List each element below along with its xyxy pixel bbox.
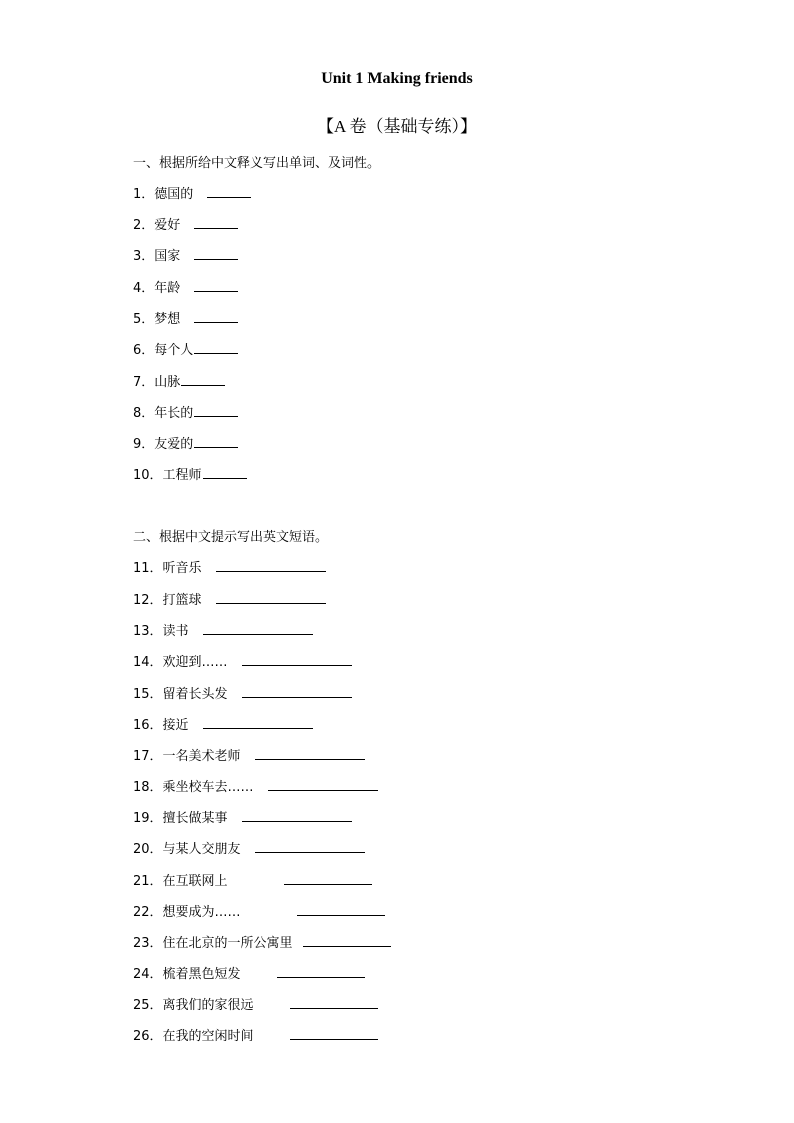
answer-blank[interactable]	[255, 746, 365, 760]
question-text: 住在北京的一所公寓里	[162, 936, 293, 951]
question-text: 一名美术老师	[162, 749, 241, 764]
question-number: 8．	[133, 406, 155, 421]
question-item	[133, 870, 372, 889]
answer-blank[interactable]	[194, 403, 238, 417]
answer-blank[interactable]	[255, 839, 365, 853]
question-text: 欢迎到……	[162, 655, 228, 670]
question-text: 接近	[162, 718, 189, 733]
question-number: 17．	[133, 749, 163, 764]
question-item	[133, 838, 365, 857]
question-item	[133, 807, 352, 826]
question-item	[133, 557, 326, 576]
question-number: 1．	[133, 187, 155, 202]
answer-blank[interactable]	[284, 871, 372, 885]
answer-blank[interactable]	[216, 558, 326, 572]
answer-blank[interactable]	[203, 621, 313, 635]
question-item	[133, 245, 238, 264]
section2-heading: 二、根据中文提示写出英文短语。	[133, 530, 329, 545]
answer-blank[interactable]	[216, 590, 326, 604]
question-number: 23．	[133, 936, 163, 951]
question-item	[133, 776, 378, 795]
question-text: 爱好	[154, 218, 181, 233]
question-item	[133, 402, 238, 421]
question-text: 德国的	[154, 187, 194, 202]
question-item	[133, 339, 238, 358]
question-item	[133, 620, 313, 639]
question-text: 听音乐	[162, 561, 202, 576]
question-text: 打篮球	[162, 593, 202, 608]
question-text: 在互联网上	[162, 874, 228, 889]
question-number: 26．	[133, 1029, 163, 1044]
question-item	[133, 183, 251, 202]
answer-blank[interactable]	[194, 340, 238, 354]
question-number: 2．	[133, 218, 155, 233]
question-text: 年龄	[154, 281, 181, 296]
answer-blank[interactable]	[290, 1026, 378, 1040]
question-number: 3．	[133, 249, 155, 264]
answer-blank[interactable]	[194, 215, 238, 229]
answer-blank[interactable]	[203, 465, 247, 479]
question-item	[133, 963, 365, 982]
question-number: 13．	[133, 624, 163, 639]
answer-blank[interactable]	[194, 434, 238, 448]
section1-heading: 一、根据所给中文释义写出单词、及词性。	[133, 156, 381, 171]
question-text: 读书	[162, 624, 189, 639]
answer-blank[interactable]	[242, 684, 352, 698]
question-number: 5．	[133, 312, 155, 327]
question-number: 10．	[133, 468, 163, 483]
answer-blank[interactable]	[242, 808, 352, 822]
question-item	[133, 277, 238, 296]
question-number: 7．	[133, 375, 155, 390]
answer-blank[interactable]	[207, 184, 251, 198]
answer-blank[interactable]	[194, 246, 238, 260]
question-text: 在我的空闲时间	[162, 1029, 254, 1044]
question-item	[133, 714, 313, 733]
answer-blank[interactable]	[242, 652, 352, 666]
question-text: 山脉	[154, 375, 181, 390]
question-item	[133, 994, 378, 1013]
question-item	[133, 932, 391, 951]
question-item	[133, 371, 225, 390]
question-number: 11．	[133, 561, 163, 576]
question-number: 21．	[133, 874, 163, 889]
question-text: 梦想	[154, 312, 181, 327]
question-number: 20．	[133, 842, 163, 857]
answer-blank[interactable]	[194, 309, 238, 323]
question-item	[133, 683, 352, 702]
question-text: 与某人交朋友	[162, 842, 241, 857]
question-text: 想要成为……	[162, 905, 241, 920]
answer-blank[interactable]	[181, 372, 225, 386]
question-number: 24．	[133, 967, 163, 982]
page-title: Unit 1 Making friends	[321, 70, 473, 87]
question-number: 14．	[133, 655, 163, 670]
question-text: 每个人	[154, 343, 194, 358]
question-number: 22．	[133, 905, 163, 920]
question-text: 梳着黑色短发	[162, 967, 241, 982]
question-number: 19．	[133, 811, 163, 826]
question-text: 友爱的	[154, 437, 194, 452]
answer-blank[interactable]	[268, 777, 378, 791]
page-subtitle: 【A 卷（基础专练）】	[316, 117, 478, 136]
question-text: 工程师	[162, 468, 202, 483]
question-text: 年长的	[154, 406, 194, 421]
question-text: 国家	[154, 249, 181, 264]
question-number: 25．	[133, 998, 163, 1013]
question-text: 离我们的家很远	[162, 998, 254, 1013]
question-item	[133, 589, 326, 608]
answer-blank[interactable]	[290, 995, 378, 1009]
question-item	[133, 651, 352, 670]
question-number: 16．	[133, 718, 163, 733]
question-item	[133, 745, 365, 764]
question-number: 6．	[133, 343, 155, 358]
question-item	[133, 433, 238, 452]
answer-blank[interactable]	[194, 278, 238, 292]
question-text: 乘坐校车去……	[162, 780, 254, 795]
question-number: 15．	[133, 687, 163, 702]
question-item	[133, 214, 238, 233]
answer-blank[interactable]	[303, 933, 391, 947]
question-item	[133, 308, 238, 327]
answer-blank[interactable]	[277, 964, 365, 978]
answer-blank[interactable]	[203, 715, 313, 729]
question-item	[133, 901, 385, 920]
question-text: 擅长做某事	[162, 811, 228, 826]
question-text: 留着长头发	[162, 687, 228, 702]
question-item	[133, 1025, 378, 1044]
question-number: 12．	[133, 593, 163, 608]
question-number: 18．	[133, 780, 163, 795]
answer-blank[interactable]	[297, 902, 385, 916]
question-number: 9．	[133, 437, 155, 452]
question-item	[133, 464, 247, 483]
question-number: 4．	[133, 281, 155, 296]
